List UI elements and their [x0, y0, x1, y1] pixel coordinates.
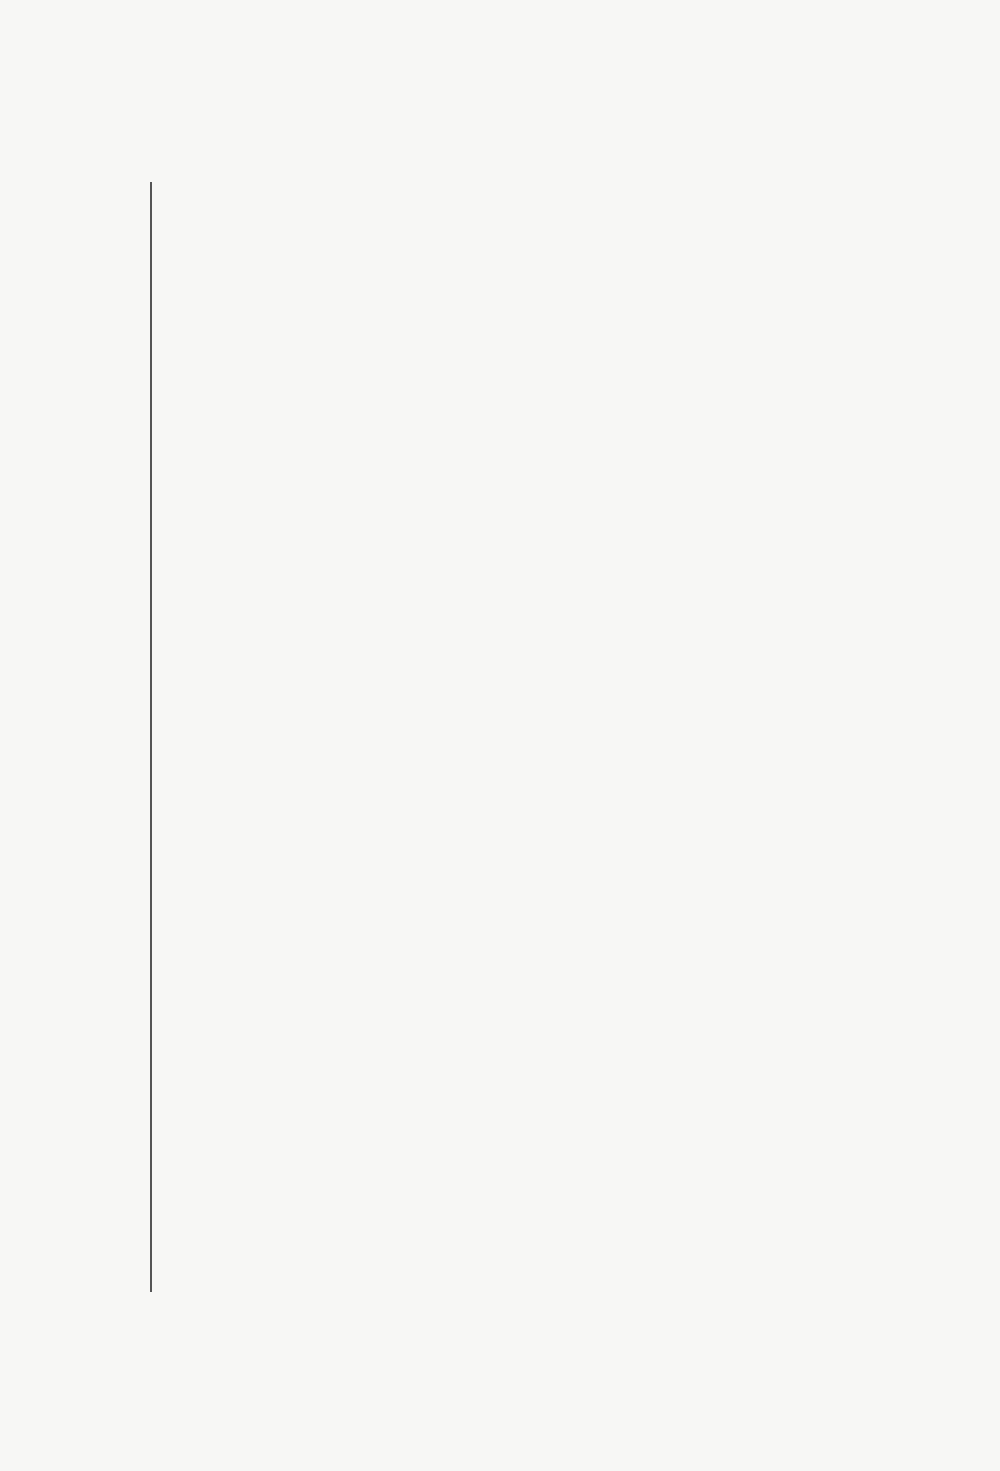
watermark-logo — [818, 1385, 978, 1467]
margin-rule — [150, 182, 152, 1292]
